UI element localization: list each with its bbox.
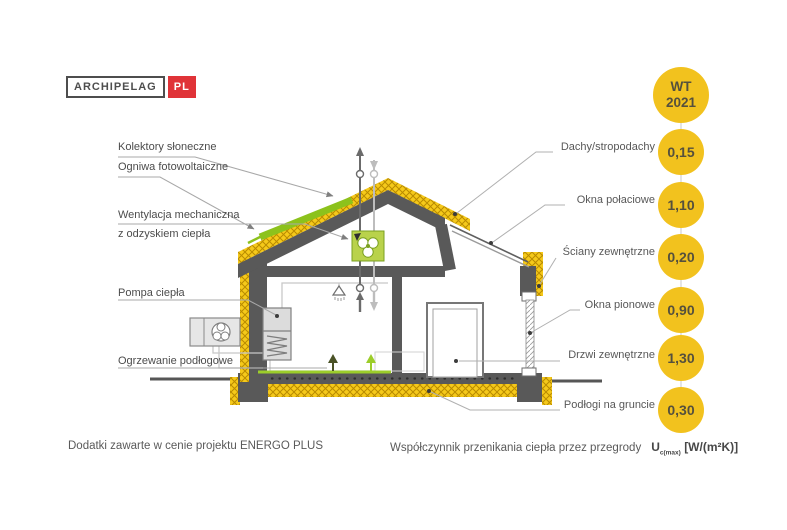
vent-port-exhaust (357, 285, 364, 292)
wt-badge-line1: WT (670, 79, 692, 95)
vent-damper-intake (371, 171, 378, 178)
fan-blade (363, 247, 373, 257)
leader-dot-walls (537, 284, 541, 288)
label-heat-pump: Pompa ciepła (118, 287, 185, 299)
label-ventilation-line2: z odzyskiem ciepła (118, 228, 211, 240)
vent-flow-down-head (370, 302, 378, 311)
u-label-floors: Podłogi na gruncie (563, 399, 655, 411)
footing-insulation-right (542, 377, 552, 405)
outdoor-fan-blade (221, 332, 229, 340)
leader-photovoltaic (118, 177, 254, 229)
leader-windows (532, 310, 580, 332)
leader-dot-roof-windows (489, 241, 493, 245)
label-ventilation-line1: Wentylacja mechaniczna (118, 209, 240, 221)
outdoor-fan-blade (213, 332, 221, 340)
u-badge-walls: 0,20 (658, 234, 704, 280)
partition-wall (392, 277, 402, 376)
u-coefficient-term: $U_{c(max)}$ [W/(m²K)] (651, 440, 739, 457)
footing-right (517, 373, 542, 402)
u-label-windows: Okna pionowe (584, 299, 655, 311)
roof-window-inner (452, 231, 529, 267)
slab-insulation (256, 384, 530, 397)
wt-badge-line2: 2021 (665, 95, 697, 110)
archipelag-logo (66, 76, 196, 98)
footer-u-value-caption (390, 440, 738, 456)
entrance-door-inner (433, 309, 477, 377)
u-label-doors: Drzwi zewnętrzne (568, 349, 655, 361)
footer-caption-text: Współczynnik przenikania ciepła przez przegrody (390, 442, 642, 454)
leader-dot-floors (427, 389, 431, 393)
u-label-roof-windows: Okna połaciowe (576, 194, 655, 206)
u-badge-roof-windows: 1,10 (658, 182, 704, 228)
logo-brand-text: ARCHIPELAG (66, 76, 165, 98)
u-label-walls: Ściany zewnętrzne (562, 246, 655, 258)
wt-2021-badge (653, 67, 709, 123)
window-frame-bottom (522, 368, 536, 376)
leader-dot-doors (454, 359, 458, 363)
shower-spray (335, 297, 344, 301)
vent-arrow-down-top (370, 161, 378, 170)
outdoor-fan-blade (217, 323, 225, 331)
vent-arrow-up-top (356, 147, 364, 156)
leader-roof-windows (493, 205, 565, 242)
label-photovoltaic: Ogniwa fotowoltaiczne (118, 161, 229, 173)
roof-ceiling-post (441, 225, 450, 270)
leader-dot-windows (528, 331, 532, 335)
u-coefficient-subscript: c(max) (659, 449, 681, 457)
roof-window-outer (450, 225, 528, 262)
leader-dot-roofs (453, 212, 457, 216)
u-badge-roofs: 0,15 (658, 129, 704, 175)
label-solar-collectors: Kolektory słoneczne (118, 141, 217, 153)
fan-hub (366, 244, 370, 248)
heat-arrow-dark-head (328, 354, 338, 363)
footer-included-features: Dodatki zawarte w cenie projektu ENERGO PLUS (68, 440, 324, 452)
u-coefficient-units: [W/(m²K)] (684, 440, 739, 454)
u-badge-windows: 0,90 (658, 287, 704, 333)
u-badge-doors: 1,30 (658, 335, 704, 381)
vent-flow-up-head (356, 292, 364, 300)
leader-dot-heat-pump (275, 314, 279, 318)
u-label-roofs: Dachy/stropodachy (560, 141, 655, 153)
label-floor-heating: Ogrzewanie podłogowe (118, 355, 233, 367)
vent-damper-exhaust (357, 171, 364, 178)
u-badge-floors: 0,30 (658, 387, 704, 433)
logo-country-badge: PL (168, 76, 196, 98)
shower-icon (333, 286, 345, 295)
vent-port-intake (371, 285, 378, 292)
ceiling (267, 266, 445, 277)
leader-roofs (457, 152, 553, 213)
